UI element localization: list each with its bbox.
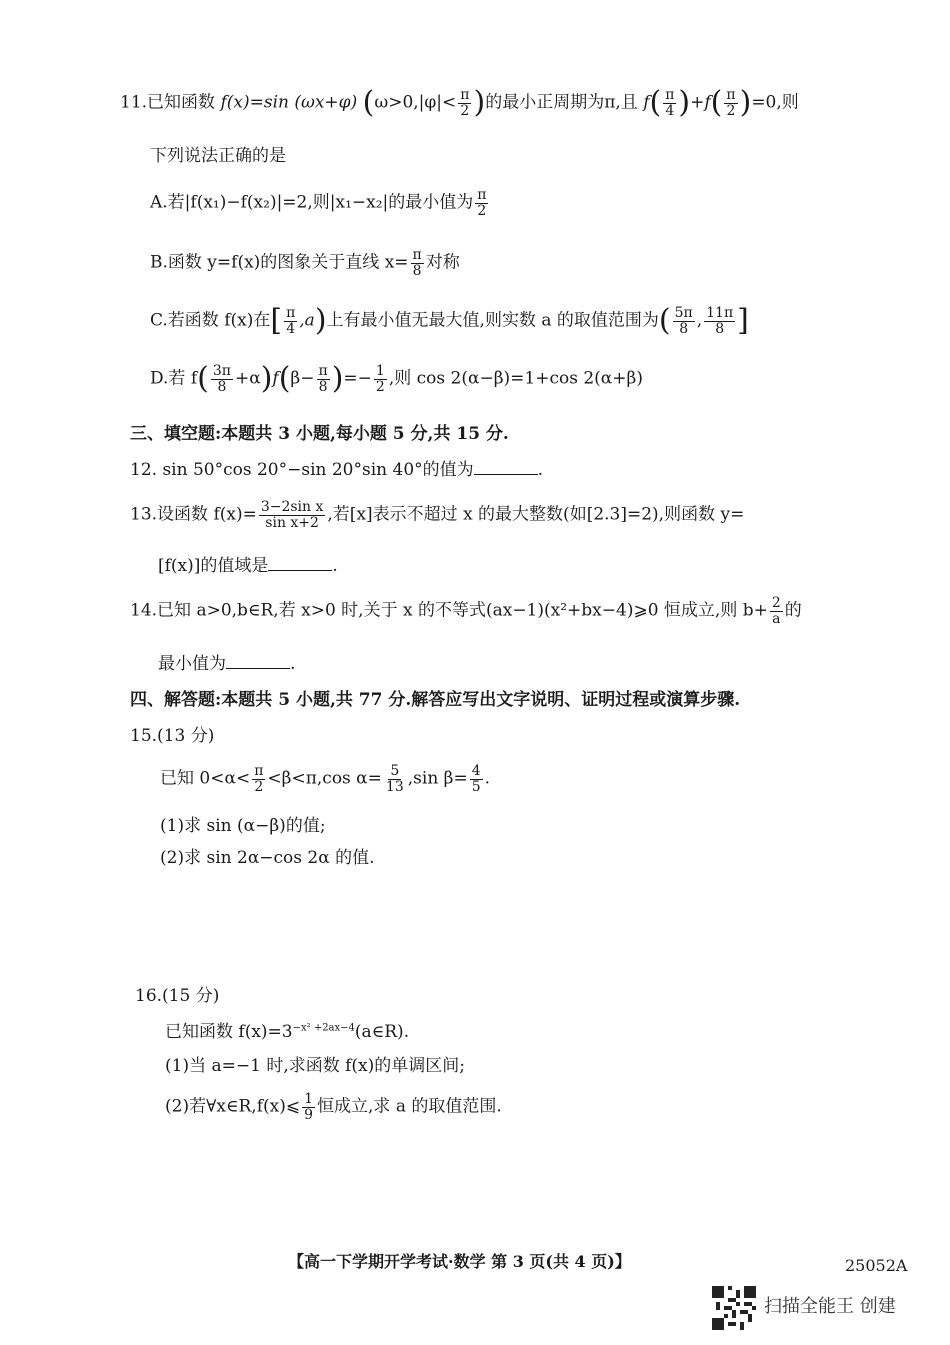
q14-line2: 最小值为 .	[158, 654, 296, 674]
q16-header: 16.(15 分)	[135, 986, 220, 1006]
q16-part1: (1)当 a=−1 时,求函数 f(x)的单调区间;	[165, 1056, 466, 1076]
fraction: $\frac{2}{a}$	[771, 595, 781, 627]
fraction: $\frac{\text{3−2sin x}}{\text{sin x+2}}$	[260, 499, 324, 531]
answer-blank	[474, 460, 538, 475]
q11-line1: 11.已知函数 f(x)=sin (ωx+φ) (ω>0,|φ|< $\frac{\pi}{2}$ )的最小正周期为π,且 f( $\frac{\pi}{4}$ )+f( $\frac{\pi}{2}$ )=0,则	[120, 85, 799, 121]
section-4-heading: 四、解答题:本题共 5 小题,共 77 分.解答应写出文字说明、证明过程或演算步骤.	[130, 690, 741, 710]
fraction: $\frac{\pi}{4}$	[665, 87, 675, 119]
fraction: $\frac{\pi}{2}$	[460, 87, 470, 119]
qr-code-icon	[712, 1286, 756, 1330]
q15-given: 已知 0<α< $\frac{\pi}{2}$ <β<π,cos α= $\frac{5}{13}$ ,sin β= $\frac{4}{5}$ .	[160, 763, 491, 795]
q15-part1: (1)求 sin (α−β)的值;	[160, 816, 326, 836]
q16-given: 已知函数 $f(x)=3^{-x^2 +2ax-4}(a\in R)$.	[165, 1022, 410, 1042]
fraction: $\frac{5\pi}{8}$	[674, 305, 693, 337]
footer-code: 25052A	[845, 1256, 908, 1275]
q13-line2: [f(x)]的值域是 .	[158, 556, 338, 576]
answer-blank	[268, 556, 332, 571]
q15-header: 15.(13 分)	[130, 726, 215, 746]
fraction: $\frac{\pi}{2}$	[477, 187, 487, 219]
fraction: $\frac{11\pi}{8}$	[706, 305, 734, 337]
fraction: $\frac{1}{9}$	[304, 1091, 314, 1123]
fraction: $\frac{5}{13}$	[385, 763, 404, 795]
answer-blank	[226, 654, 290, 669]
q16-part2: (2)若∀x∈R,f(x)⩽ $\frac{1}{9}$ 恒成立,求 a 的取值范围.	[165, 1091, 502, 1123]
fraction: $\frac{1}{2}$	[375, 363, 385, 395]
fraction: $\frac{3\pi}{8}$	[212, 363, 231, 395]
fraction: $\frac{\pi}{4}$	[286, 305, 296, 337]
q15-part2: (2)求 sin 2α−cos 2α 的值.	[160, 848, 375, 868]
footer-title: 【高一下学期开学考试·数学 第 3 页(共 4 页)】	[288, 1252, 631, 1271]
q13-line1: 13.设函数 f(x)= $\frac{\text{3−2sin x}}{\text{sin x+2}}$ ,若[x]表示不超过 x 的最大整数(如[2.3]=2),则函数 y=	[130, 499, 745, 531]
scanner-watermark: 扫描全能王 创建	[764, 1296, 896, 1317]
q11-option-d: D.若 f( $\frac{3\pi}{8}$ +α)f(β− $\frac{\pi}{8}$ )=− $\frac{1}{2}$ ,则 cos 2(α−β)=1+cos 2(α+β)	[150, 361, 643, 397]
q14-line1: 14.已知 a>0,b∈R,若 x>0 时,关于 x 的不等式(ax−1)(x²+bx−4)⩾0 恒成立,则 b+ $\frac{2}{a}$ 的	[130, 595, 802, 627]
fraction: $\frac{\pi}{8}$	[412, 247, 422, 279]
q11-line2: 下列说法正确的是	[150, 146, 286, 166]
section-3-heading: 三、填空题:本题共 3 小题,每小题 5 分,共 15 分.	[130, 424, 509, 444]
fraction: $\frac{4}{5}$	[471, 763, 481, 795]
q11-option-a: A.若|f(x₁)−f(x₂)|=2,则|x₁−x₂|的最小值为 $\frac{\pi}{2}$	[150, 187, 487, 219]
q11-option-c: C.若函数 f(x)在[ $\frac{\pi}{4}$ ,a)上有最小值无最大值,则实数 a 的取值范围为( $\frac{5\pi}{8}$ , $\frac{11\pi}{8}$ ]	[150, 303, 749, 339]
fraction: $\frac{\pi}{2}$	[254, 763, 264, 795]
fraction: $\frac{\pi}{2}$	[726, 87, 736, 119]
fraction: $\frac{\pi}{8}$	[318, 363, 328, 395]
q11-option-b: B.函数 y=f(x)的图象关于直线 x= $\frac{\pi}{8}$ 对称	[150, 247, 460, 279]
q12: 12. sin 50°cos 20°−sin 20°sin 40°的值为 .	[130, 460, 544, 480]
